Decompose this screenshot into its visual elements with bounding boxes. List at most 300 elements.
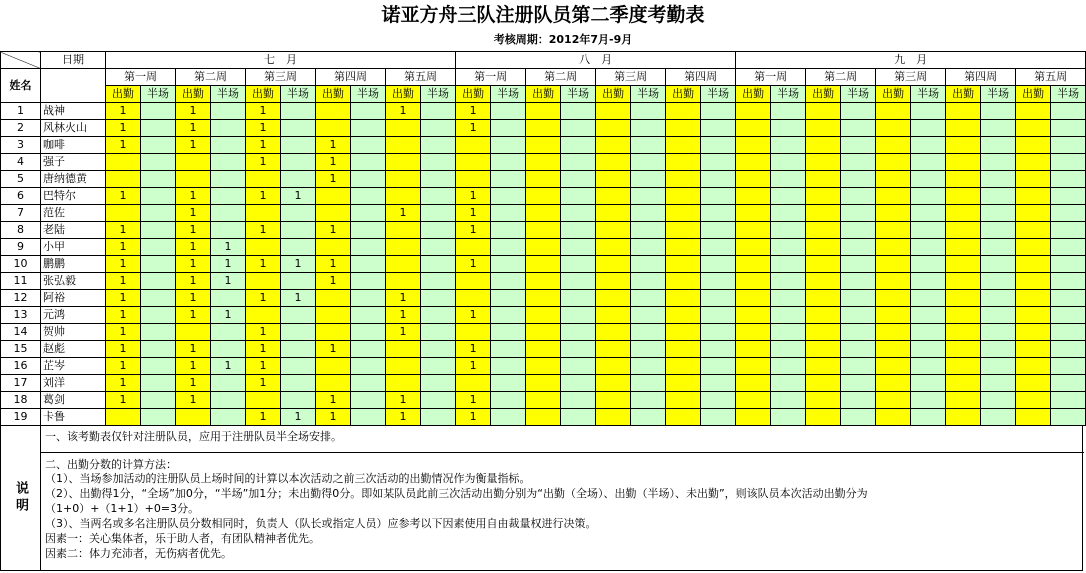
half-cell [281,103,316,120]
half-cell [631,154,666,171]
present-cell: 1 [246,290,281,307]
half-cell [561,341,596,358]
half-cell [281,120,316,137]
present-cell [666,154,701,171]
half-cell: 1 [211,358,246,375]
half-cell [911,154,946,171]
half-cell [421,205,456,222]
row-number: 16 [1,358,41,375]
present-cell [596,188,631,205]
half-cell [841,358,876,375]
half-cell [141,188,176,205]
half-cell [631,307,666,324]
half-cell [631,358,666,375]
half-cell [421,375,456,392]
half-cell [911,188,946,205]
present-cell [946,290,981,307]
half-cell [631,239,666,256]
half-cell [911,239,946,256]
half-cell [561,239,596,256]
present-cell [456,375,491,392]
present-cell [876,273,911,290]
present-cell: 1 [316,392,351,409]
present-cell [876,409,911,426]
half-cell [981,239,1016,256]
half-cell [281,154,316,171]
present-cell [456,290,491,307]
present-cell: 1 [246,103,281,120]
present-cell [596,409,631,426]
present-cell [946,358,981,375]
present-cell: 1 [456,120,491,137]
half-cell [1051,205,1086,222]
present-cell [1016,222,1051,239]
present-cell: 1 [316,171,351,188]
half-cell [911,375,946,392]
half-cell [981,137,1016,154]
row-number: 11 [1,273,41,290]
half-cell [561,409,596,426]
half-cell [491,273,526,290]
present-cell: 1 [386,103,421,120]
half-cell [561,358,596,375]
half-cell [421,154,456,171]
present-cell [1016,324,1051,341]
present-cell [876,103,911,120]
present-cell [526,188,561,205]
half-cell: 1 [211,256,246,273]
half-cell [771,188,806,205]
half-cell [981,103,1016,120]
present-cell [946,392,981,409]
present-cell [736,273,771,290]
present-cell: 1 [316,222,351,239]
member-name: 张弘毅 [41,273,106,290]
week-header: 第二周 [526,69,596,86]
half-cell [701,222,736,239]
half-cell [491,392,526,409]
present-cell: 1 [386,392,421,409]
present-header: 出勤 [526,86,561,103]
present-cell: 1 [246,341,281,358]
member-name: 风林火山 [41,120,106,137]
present-cell [316,188,351,205]
present-cell [526,171,561,188]
half-cell [631,290,666,307]
present-cell [806,273,841,290]
half-cell [561,256,596,273]
present-header: 出勤 [246,86,281,103]
half-cell [631,392,666,409]
present-cell [456,273,491,290]
half-header: 半场 [211,86,246,103]
half-cell [421,409,456,426]
present-cell: 1 [316,341,351,358]
row-number: 7 [1,205,41,222]
month-header: 八 月 [456,52,736,69]
half-cell [841,324,876,341]
half-cell [1051,120,1086,137]
present-header: 出勤 [946,86,981,103]
present-cell: 1 [176,392,211,409]
half-cell [841,273,876,290]
half-cell [351,307,386,324]
present-cell [666,307,701,324]
present-cell [736,375,771,392]
present-cell [876,222,911,239]
present-cell [1016,137,1051,154]
present-cell [246,392,281,409]
half-cell [701,137,736,154]
half-cell [141,290,176,307]
notes-divider [41,452,1084,453]
half-cell [281,171,316,188]
half-header: 半场 [701,86,736,103]
present-cell: 1 [316,409,351,426]
half-cell: 1 [281,256,316,273]
half-cell [561,120,596,137]
present-cell: 1 [106,103,141,120]
row-number: 2 [1,120,41,137]
half-cell [701,103,736,120]
present-cell: 1 [246,137,281,154]
half-cell [911,324,946,341]
present-cell [526,341,561,358]
half-cell [771,290,806,307]
half-cell [701,392,736,409]
half-cell [211,409,246,426]
present-cell: 1 [106,290,141,307]
half-cell [981,273,1016,290]
present-header: 出勤 [456,86,491,103]
half-cell [351,358,386,375]
half-cell [701,307,736,324]
half-header: 半场 [981,86,1016,103]
present-cell [246,307,281,324]
half-cell [351,409,386,426]
present-cell [1016,239,1051,256]
present-cell: 1 [176,205,211,222]
present-cell: 1 [246,120,281,137]
present-cell [736,103,771,120]
half-cell [911,341,946,358]
half-cell [561,188,596,205]
present-cell [1016,256,1051,273]
attendance-table [0,51,1086,426]
half-cell [701,171,736,188]
present-cell [176,409,211,426]
present-cell: 1 [176,256,211,273]
present-cell [946,307,981,324]
half-cell [631,188,666,205]
present-cell: 1 [246,256,281,273]
present-cell: 1 [246,188,281,205]
present-cell: 1 [386,409,421,426]
half-cell [981,188,1016,205]
present-cell [806,103,841,120]
half-cell [981,324,1016,341]
present-cell [1016,188,1051,205]
half-cell [351,273,386,290]
row-number: 15 [1,341,41,358]
half-cell [701,205,736,222]
present-cell [876,256,911,273]
half-cell [421,120,456,137]
half-cell [631,120,666,137]
member-name: 赵彪 [41,341,106,358]
present-cell [456,154,491,171]
present-cell: 1 [106,273,141,290]
half-cell [351,392,386,409]
half-cell [631,171,666,188]
table-row [1,239,1086,256]
half-header: 半场 [491,86,526,103]
present-cell [736,290,771,307]
half-cell [211,154,246,171]
date-label: 日期 [41,52,106,69]
half-cell [841,137,876,154]
half-cell [771,205,806,222]
present-cell [526,409,561,426]
member-name: 芷岑 [41,358,106,375]
present-cell [666,409,701,426]
present-cell [806,137,841,154]
present-cell [806,120,841,137]
present-cell [526,307,561,324]
half-cell [771,103,806,120]
half-cell [1051,290,1086,307]
half-cell [421,222,456,239]
row-number: 6 [1,188,41,205]
present-cell: 1 [176,239,211,256]
half-cell [631,409,666,426]
present-cell: 1 [176,290,211,307]
present-cell [526,290,561,307]
present-cell [946,324,981,341]
present-cell [526,103,561,120]
half-cell [841,375,876,392]
member-name: 咖啡 [41,137,106,154]
half-cell [1051,239,1086,256]
present-cell [316,358,351,375]
present-cell [1016,154,1051,171]
half-cell [211,137,246,154]
sheet-title: 诺亚方舟三队注册队员第二季度考勤表 [381,4,705,26]
half-cell [561,222,596,239]
present-cell [386,171,421,188]
present-cell [806,307,841,324]
table-row [1,205,1086,222]
present-cell [106,154,141,171]
present-cell [666,239,701,256]
present-header: 出勤 [736,86,771,103]
row-number: 1 [1,103,41,120]
half-cell [141,256,176,273]
present-cell [736,154,771,171]
present-cell [596,324,631,341]
present-cell [666,324,701,341]
half-cell [981,358,1016,375]
half-cell [771,273,806,290]
half-cell [771,341,806,358]
present-cell [946,409,981,426]
present-cell: 1 [106,324,141,341]
present-cell [526,324,561,341]
half-cell [981,120,1016,137]
half-cell [351,154,386,171]
half-cell: 1 [211,307,246,324]
half-cell [841,205,876,222]
present-cell [526,375,561,392]
half-cell [141,154,176,171]
half-cell [771,375,806,392]
present-cell [946,171,981,188]
half-cell [631,137,666,154]
half-cell [351,171,386,188]
week-header: 第三周 [596,69,666,86]
half-header: 半场 [351,86,386,103]
half-cell [911,392,946,409]
half-cell [771,392,806,409]
half-cell [1051,137,1086,154]
week-header: 第一周 [106,69,176,86]
half-cell [701,120,736,137]
note-line-5: （1+0）+（1+1）+0=3分。 [45,502,200,515]
half-header: 半场 [1051,86,1086,103]
half-cell [281,273,316,290]
present-cell: 1 [386,205,421,222]
present-cell: 1 [246,358,281,375]
half-cell [771,358,806,375]
half-cell [281,341,316,358]
present-cell [736,358,771,375]
week-header: 第四周 [316,69,386,86]
present-cell: 1 [176,103,211,120]
half-cell [141,341,176,358]
half-cell [421,307,456,324]
half-cell [211,103,246,120]
present-cell [596,103,631,120]
present-header: 出勤 [876,86,911,103]
half-cell [421,171,456,188]
present-cell [946,239,981,256]
half-cell [561,103,596,120]
present-cell [666,103,701,120]
half-cell [421,358,456,375]
present-cell: 1 [246,222,281,239]
member-name: 葛剑 [41,392,106,409]
present-cell [666,290,701,307]
half-cell [631,341,666,358]
type-header-row [1,86,1086,103]
half-cell [351,103,386,120]
half-cell [141,307,176,324]
present-cell [176,171,211,188]
half-cell [631,103,666,120]
half-cell [771,154,806,171]
half-cell [1051,409,1086,426]
present-cell [596,154,631,171]
table-row [1,171,1086,188]
present-header: 出勤 [106,86,141,103]
half-cell [981,307,1016,324]
present-cell [386,239,421,256]
present-cell [596,256,631,273]
week-header: 第五周 [386,69,456,86]
present-cell: 1 [176,341,211,358]
present-cell [316,103,351,120]
half-cell [561,171,596,188]
half-cell [281,307,316,324]
member-name: 唐纳德黄 [41,171,106,188]
half-cell [911,256,946,273]
half-cell [211,324,246,341]
present-cell [246,239,281,256]
present-cell [596,358,631,375]
present-cell [526,154,561,171]
half-cell [631,324,666,341]
half-cell [141,409,176,426]
half-cell [491,239,526,256]
half-cell: 1 [281,290,316,307]
half-cell [421,239,456,256]
present-header: 出勤 [1016,86,1051,103]
present-cell [806,239,841,256]
half-cell [981,341,1016,358]
present-cell [876,171,911,188]
present-cell [736,205,771,222]
half-cell [631,256,666,273]
half-cell [771,222,806,239]
half-cell: 1 [211,273,246,290]
half-cell: 1 [281,188,316,205]
half-cell [701,324,736,341]
half-cell [421,273,456,290]
present-header: 出勤 [316,86,351,103]
half-cell [701,188,736,205]
half-cell [491,307,526,324]
half-cell [351,120,386,137]
half-cell [771,120,806,137]
present-cell: 1 [176,120,211,137]
half-cell [141,375,176,392]
present-cell [1016,205,1051,222]
half-cell [211,392,246,409]
present-cell [596,239,631,256]
half-cell [911,307,946,324]
present-cell [876,137,911,154]
note-line-4: （2）、出勤得1分，“全场”加0分，“半场”加1分；未出勤得0分。即如某队员此前三次活动出勤分别为“出勤（全场）、出勤（半场）、未出勤”，则该队员本次活动出勤分为 [45,487,868,500]
half-cell [491,120,526,137]
half-cell [631,375,666,392]
present-cell [526,222,561,239]
present-cell [806,392,841,409]
half-cell [631,273,666,290]
present-cell [806,409,841,426]
table-row [1,120,1086,137]
half-cell [911,409,946,426]
present-cell: 1 [386,290,421,307]
present-cell [596,222,631,239]
half-header: 半场 [421,86,456,103]
half-cell [981,409,1016,426]
member-name: 小甲 [41,239,106,256]
half-cell [561,154,596,171]
half-cell [211,375,246,392]
half-cell [491,222,526,239]
half-cell [561,307,596,324]
present-cell [316,205,351,222]
